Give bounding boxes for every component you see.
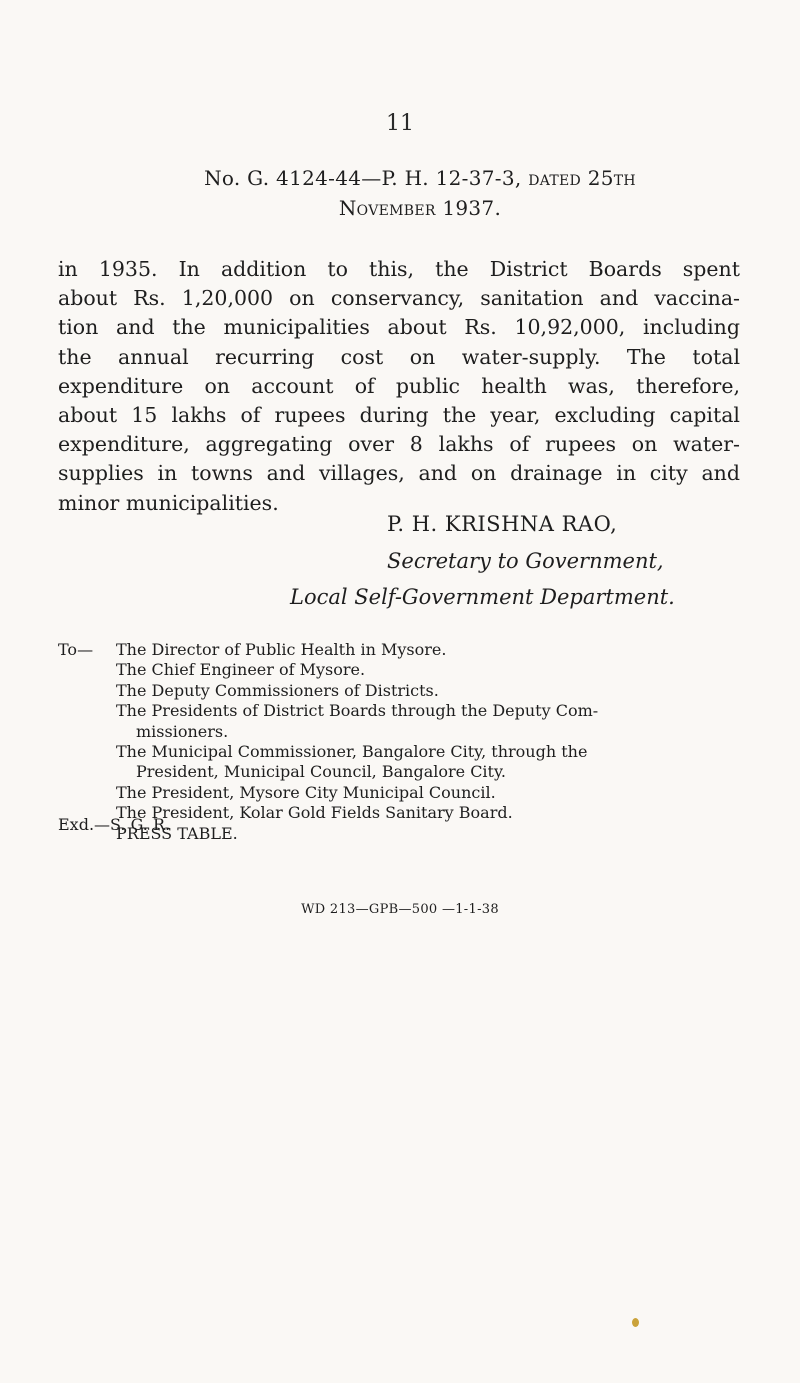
signatory-department: Local Self-Government Department.	[290, 585, 675, 609]
recipient-item	[116, 742, 758, 783]
page-number: 11	[386, 111, 414, 136]
recipient-line-continued: missioners.	[136, 721, 229, 741]
examined-by: Exd.—S. G. R.	[58, 815, 171, 834]
body-paragraph	[58, 255, 740, 518]
body-line: about 15 lakhs of rupees during the year, excluding capital	[58, 403, 740, 428]
heading-reference: No. G. 4124-44—P. H. 12-37-3,	[204, 166, 522, 190]
printer-imprint: WD 213—GPB—500 —1-1-38	[301, 902, 499, 917]
recipient-item	[116, 640, 758, 660]
body-line: expenditure on account of public health was, therefore,	[58, 373, 740, 398]
recipient-line-continued: President, Municipal Council, Bangalore City.	[136, 762, 506, 782]
heading-line-1	[80, 163, 760, 193]
recipient-item	[116, 660, 758, 680]
body-line: the annual recurring cost on water-supply. The total	[58, 344, 740, 369]
recipient-line: The Municipal Commissioner, Bangalore City, through the	[116, 742, 588, 762]
body-line: expenditure, aggregating over 8 lakhs of rupees on water-	[58, 432, 740, 457]
recipient-item	[116, 824, 758, 844]
recipient-line: The Chief Engineer of Mysore.	[116, 660, 366, 680]
recipient-line: The President, Mysore City Municipal Council.	[116, 782, 496, 802]
body-line: supplies in towns and villages, and on drainage in city and	[58, 461, 740, 486]
recipient-line: PRESS TABLE.	[116, 823, 238, 843]
recipient-line: The Deputy Commissioners of Districts.	[116, 680, 439, 700]
signatory-name: P. H. KRISHNA RAO,	[387, 512, 618, 536]
order-heading	[80, 163, 760, 223]
recipient-line: The Presidents of District Boards through the Deputy Com-	[116, 701, 599, 721]
signatory-title: Secretary to Government,	[387, 549, 664, 573]
distribution-list	[58, 640, 758, 844]
recipient-list	[58, 640, 758, 844]
recipient-item	[116, 803, 758, 823]
paper-stain	[632, 1318, 639, 1327]
recipient-line: The President, Kolar Gold Fields Sanitary Board.	[116, 803, 513, 823]
recipient-item	[116, 783, 758, 803]
body-line: in 1935. In addition to this, the District Boards spent	[58, 257, 740, 281]
recipient-line: The Director of Public Health in Mysore.	[116, 640, 447, 659]
recipient-item	[116, 701, 758, 742]
body-line: tion and the municipalities about Rs. 10,92,000, including	[58, 315, 740, 340]
heading-line-2: November 1937.	[338, 196, 502, 220]
body-line: minor municipalities.	[58, 490, 279, 515]
body-line: about Rs. 1,20,000 on conservancy, sanitation and vaccina-	[58, 286, 740, 311]
to-label: To—	[58, 640, 94, 659]
heading-dated: dated 25th	[528, 166, 636, 190]
recipient-item	[116, 681, 758, 701]
